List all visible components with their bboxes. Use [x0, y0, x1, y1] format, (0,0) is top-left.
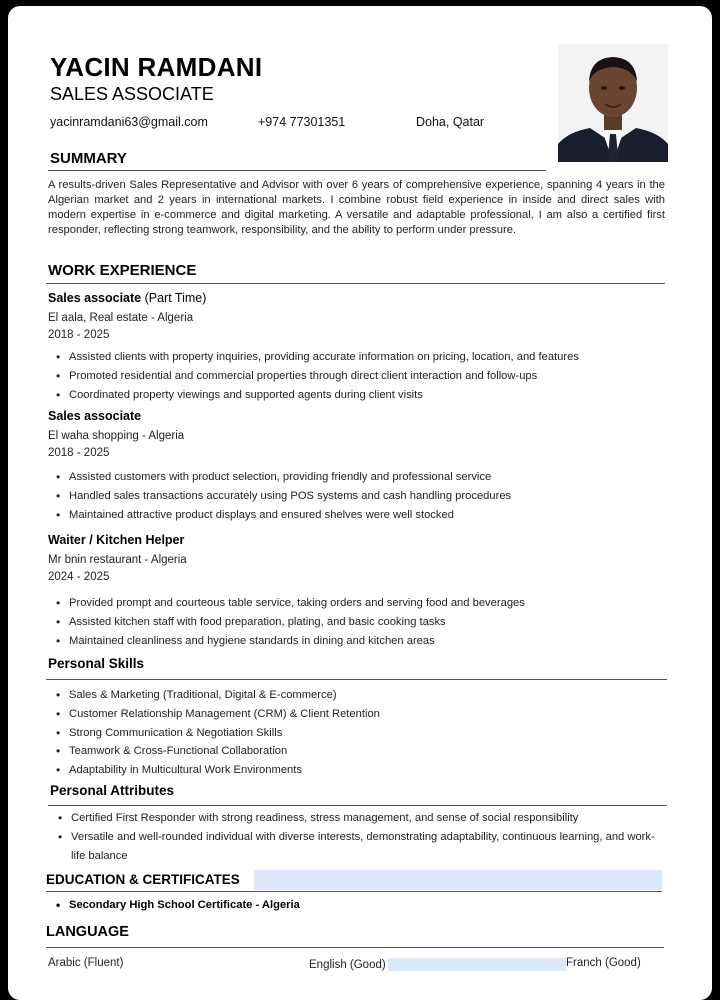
list-item: • Adaptability in Multicultural Work Environments — [48, 761, 668, 780]
job-bullets — [48, 348, 668, 404]
profile-photo — [558, 44, 668, 162]
summary-divider — [48, 170, 546, 171]
profile-photo-illustration — [558, 44, 668, 162]
education-list — [48, 896, 668, 915]
education-divider — [46, 891, 662, 892]
list-item: • Maintained cleanliness and hygiene standards in dining and kitchen areas — [48, 632, 668, 651]
job-type: (Part Time) — [141, 291, 207, 305]
list-item: • Assisted kitchen staff with food preparation, plating, and basic cooking tasks — [48, 613, 668, 632]
job-title-text: Sales associate — [48, 409, 142, 423]
language-highlight — [388, 958, 566, 971]
job-company: El waha shopping - Algeria — [48, 430, 185, 442]
language-item: English (Good) — [309, 959, 386, 971]
job-title-text: Sales associate — [48, 291, 142, 305]
work-experience-heading: WORK EXPERIENCE — [48, 262, 197, 279]
list-item: • Secondary High School Certificate - Algeria — [48, 896, 668, 915]
list-item: • Promoted residential and commercial properties through direct client interaction and follow-ups — [48, 367, 668, 386]
job-title-text: Waiter / Kitchen Helper — [48, 533, 185, 547]
job-company: El aala, Real estate - Algeria — [48, 312, 194, 324]
list-item: • Assisted clients with property inquiries, providing accurate information on pricing, location, and features — [48, 348, 668, 367]
job-dates: 2018 - 2025 — [48, 447, 110, 459]
job-title — [48, 409, 141, 423]
list-item: • Assisted customers with product selection, providing friendly and professional service — [48, 468, 668, 487]
job-company: Mr bnin restaurant - Algeria — [48, 554, 187, 566]
list-item: • Handled sales transactions accurately using POS systems and cash handling procedures — [48, 487, 668, 506]
job-bullets — [48, 468, 668, 524]
list-item: • Versatile and well-rounded individual with diverse interests, demonstrating adaptability, continuous learning, and work-life balance — [50, 828, 668, 866]
list-item: • Coordinated property viewings and supported agents during client visits — [48, 386, 668, 405]
language-heading: LANGUAGE — [46, 924, 129, 940]
education-heading: EDUCATION & CERTIFICATES — [46, 872, 240, 887]
list-item: • Sales & Marketing (Traditional, Digital & E-commerce) — [48, 686, 668, 705]
language-divider — [46, 947, 664, 948]
skills-heading: Personal Skills — [48, 656, 145, 671]
job-bullets — [48, 594, 668, 650]
candidate-title: SALES ASSOCIATE — [50, 84, 214, 104]
list-item: • Teamwork & Cross-Functional Collaboration — [48, 742, 668, 761]
attributes-divider — [48, 805, 667, 806]
skills-divider — [46, 679, 667, 680]
list-item: • Customer Relationship Management (CRM) & Client Retention — [48, 705, 668, 724]
candidate-name: YACIN RAMDANI — [50, 52, 263, 82]
contact-phone[interactable]: +974 77301351 — [258, 115, 346, 129]
work-experience-divider — [46, 283, 665, 284]
attributes-heading: Personal Attributes — [50, 783, 175, 798]
education-highlight — [254, 870, 662, 890]
contact-location: Doha, Qatar — [416, 115, 485, 129]
summary-heading: SUMMARY — [50, 150, 127, 167]
job-dates: 2018 - 2025 — [48, 329, 110, 341]
skills-list — [48, 686, 668, 780]
list-item: • Maintained attractive product displays and ensured shelves were well stocked — [48, 506, 668, 525]
job-title — [48, 291, 206, 305]
language-item: Franch (Good) — [566, 957, 641, 969]
list-item: • Strong Communication & Negotiation Skills — [48, 724, 668, 743]
list-item: • Certified First Responder with strong readiness, stress management, and sense of social responsibility — [50, 809, 668, 828]
attributes-list — [50, 809, 668, 865]
language-item: Arabic (Fluent) — [48, 957, 124, 969]
job-dates: 2024 - 2025 — [48, 571, 110, 583]
resume-page — [8, 6, 712, 1000]
list-item: • Provided prompt and courteous table service, taking orders and serving food and beverages — [48, 594, 668, 613]
contact-email[interactable]: yacinramdani63@gmail.com — [50, 115, 208, 129]
job-title — [48, 533, 184, 547]
summary-text: A results-driven Sales Representative and Advisor with over 6 years of comprehensive experience, spanning 4 years in the Algerian market and 2 years in international markets. I combine robust field experience in inside and direct sales with modern expertise in e-commerce and digital marketing. A versatile and adaptable professional, I am also a certified first responder, reflecting strong teamwork, responsibility, and the ability to perform under pressure. — [48, 179, 665, 236]
